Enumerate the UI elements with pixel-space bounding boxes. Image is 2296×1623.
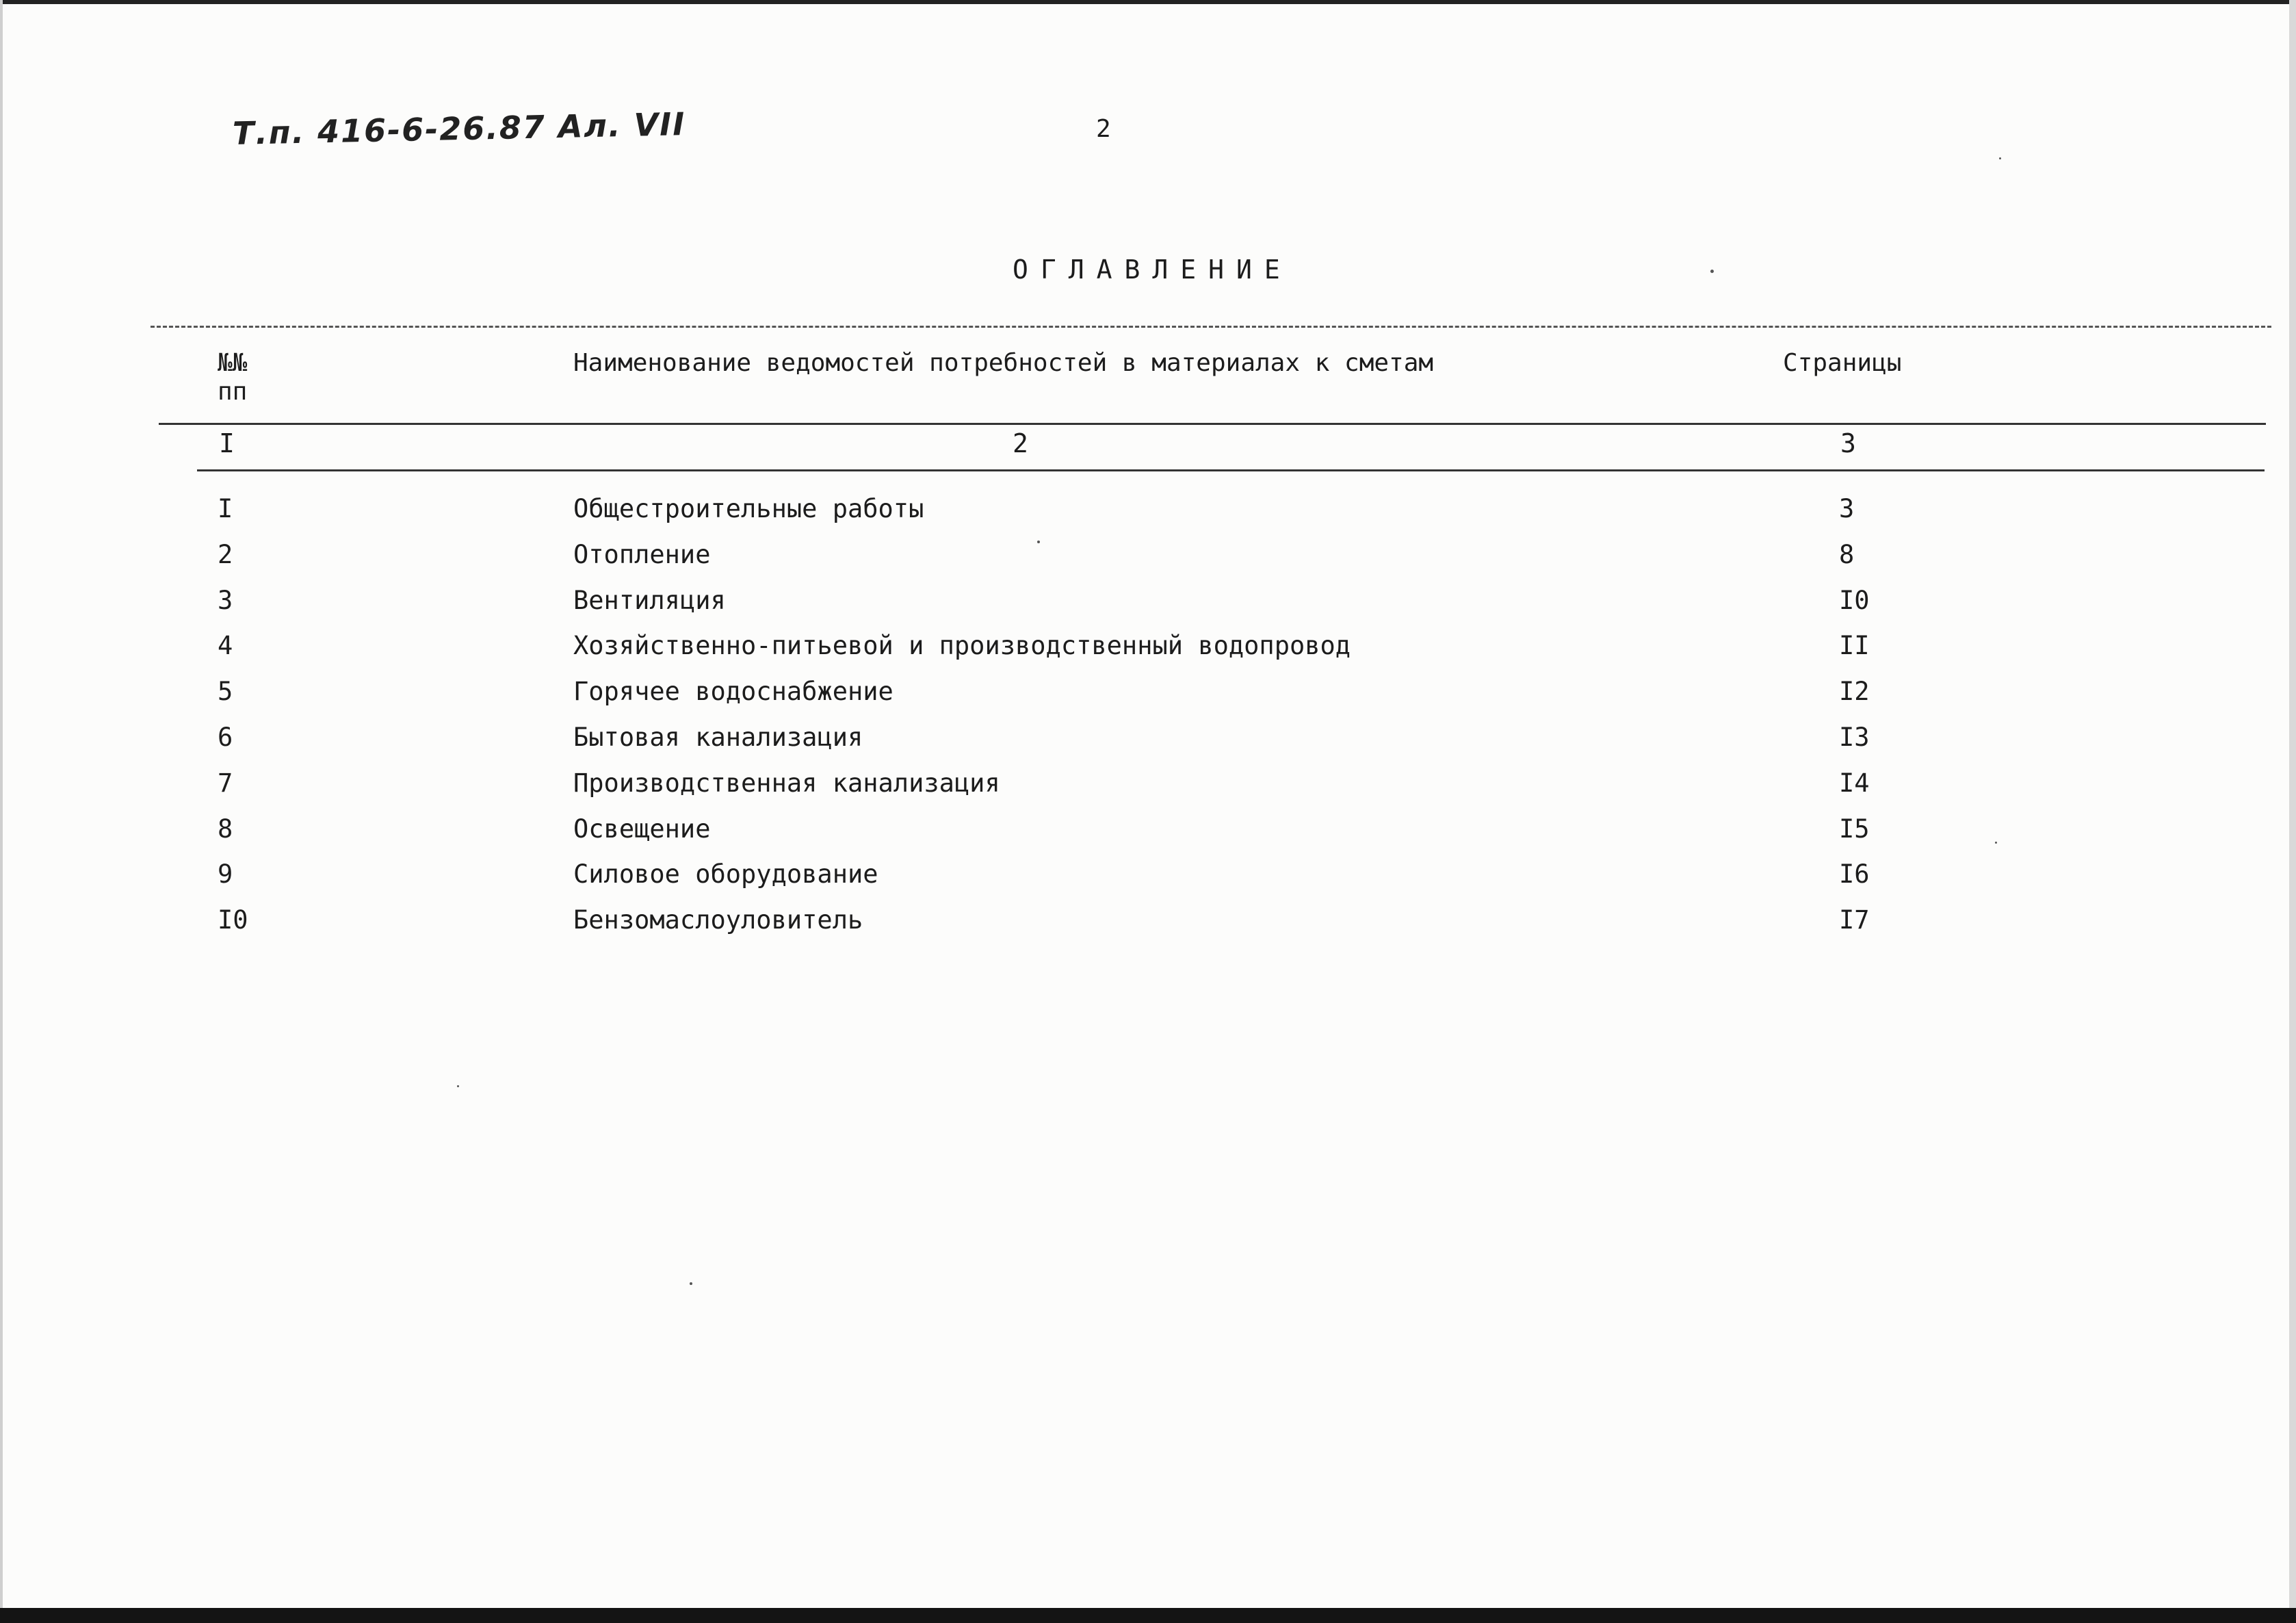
table-row <box>0 494 2296 540</box>
row-page: I3 <box>1839 722 1870 752</box>
table-top-rule <box>151 326 2271 328</box>
scan-speck <box>457 1085 459 1087</box>
table-row <box>0 814 2296 860</box>
table-row <box>0 631 2296 677</box>
table-row <box>0 586 2296 632</box>
scan-speck <box>1995 842 1997 844</box>
column-header-number: №№ пп <box>218 349 248 406</box>
row-page: I0 <box>1839 585 1870 615</box>
row-page: I5 <box>1839 814 1870 844</box>
row-page: I4 <box>1839 768 1870 798</box>
row-number: I0 <box>218 905 248 935</box>
header-bottom-rule <box>159 423 2266 425</box>
row-name: Производственная канализация <box>573 768 1000 798</box>
column-numbers-rule <box>197 469 2265 471</box>
row-number: 6 <box>218 722 233 752</box>
row-page: I6 <box>1839 859 1870 890</box>
scan-bottom-border <box>0 1608 2296 1623</box>
row-number: 8 <box>218 814 233 844</box>
row-name: Вентиляция <box>573 585 726 615</box>
row-name: Общестроительные работы <box>573 494 924 523</box>
row-name: Хозяйственно-питьевой и производственный водопровод <box>573 631 1351 661</box>
table-row <box>0 540 2296 586</box>
column-header-name: Наименование ведомостей потребностей в материалах к сметам <box>573 349 1434 377</box>
table-row <box>0 723 2296 768</box>
row-page: 3 <box>1839 494 1855 523</box>
table-row <box>0 905 2296 951</box>
row-number: I <box>218 494 233 523</box>
column-number-1: I <box>219 428 235 458</box>
row-name: Силовое оборудование <box>573 859 878 890</box>
scan-speck <box>1037 541 1040 543</box>
column-number-3: 3 <box>1840 428 1856 458</box>
row-page: I2 <box>1839 677 1870 707</box>
column-number-2: 2 <box>1013 428 1028 458</box>
row-name: Освещение <box>573 814 711 844</box>
row-number: 2 <box>218 539 233 569</box>
scan-speck <box>690 1282 692 1285</box>
column-header-pages: Страницы <box>1783 349 1902 377</box>
document-code: Т.п. 416-6-26.87 Ал. VII <box>232 105 686 152</box>
row-page: 8 <box>1839 539 1855 569</box>
row-number: 4 <box>218 631 233 661</box>
row-number: 3 <box>218 585 233 615</box>
row-name: Бытовая канализация <box>573 722 863 752</box>
table-row <box>0 768 2296 814</box>
toc-title: ОГЛАВЛЕНИЕ <box>1013 255 1292 285</box>
table-row <box>0 677 2296 723</box>
scan-speck <box>1710 270 1714 273</box>
row-number: 9 <box>218 859 233 890</box>
page-number: 2 <box>1096 115 1111 143</box>
row-name: Бензомаслоуловитель <box>573 905 863 935</box>
row-page: II <box>1839 631 1870 661</box>
scan-speck <box>1999 157 2001 159</box>
row-name: Горячее водоснабжение <box>573 677 893 707</box>
row-page: I7 <box>1839 905 1870 935</box>
row-number: 5 <box>218 677 233 707</box>
toc-rows <box>0 494 2296 951</box>
table-row <box>0 859 2296 905</box>
row-number: 7 <box>218 768 233 798</box>
scan-top-border <box>0 0 2296 4</box>
row-name: Отопление <box>573 539 711 569</box>
